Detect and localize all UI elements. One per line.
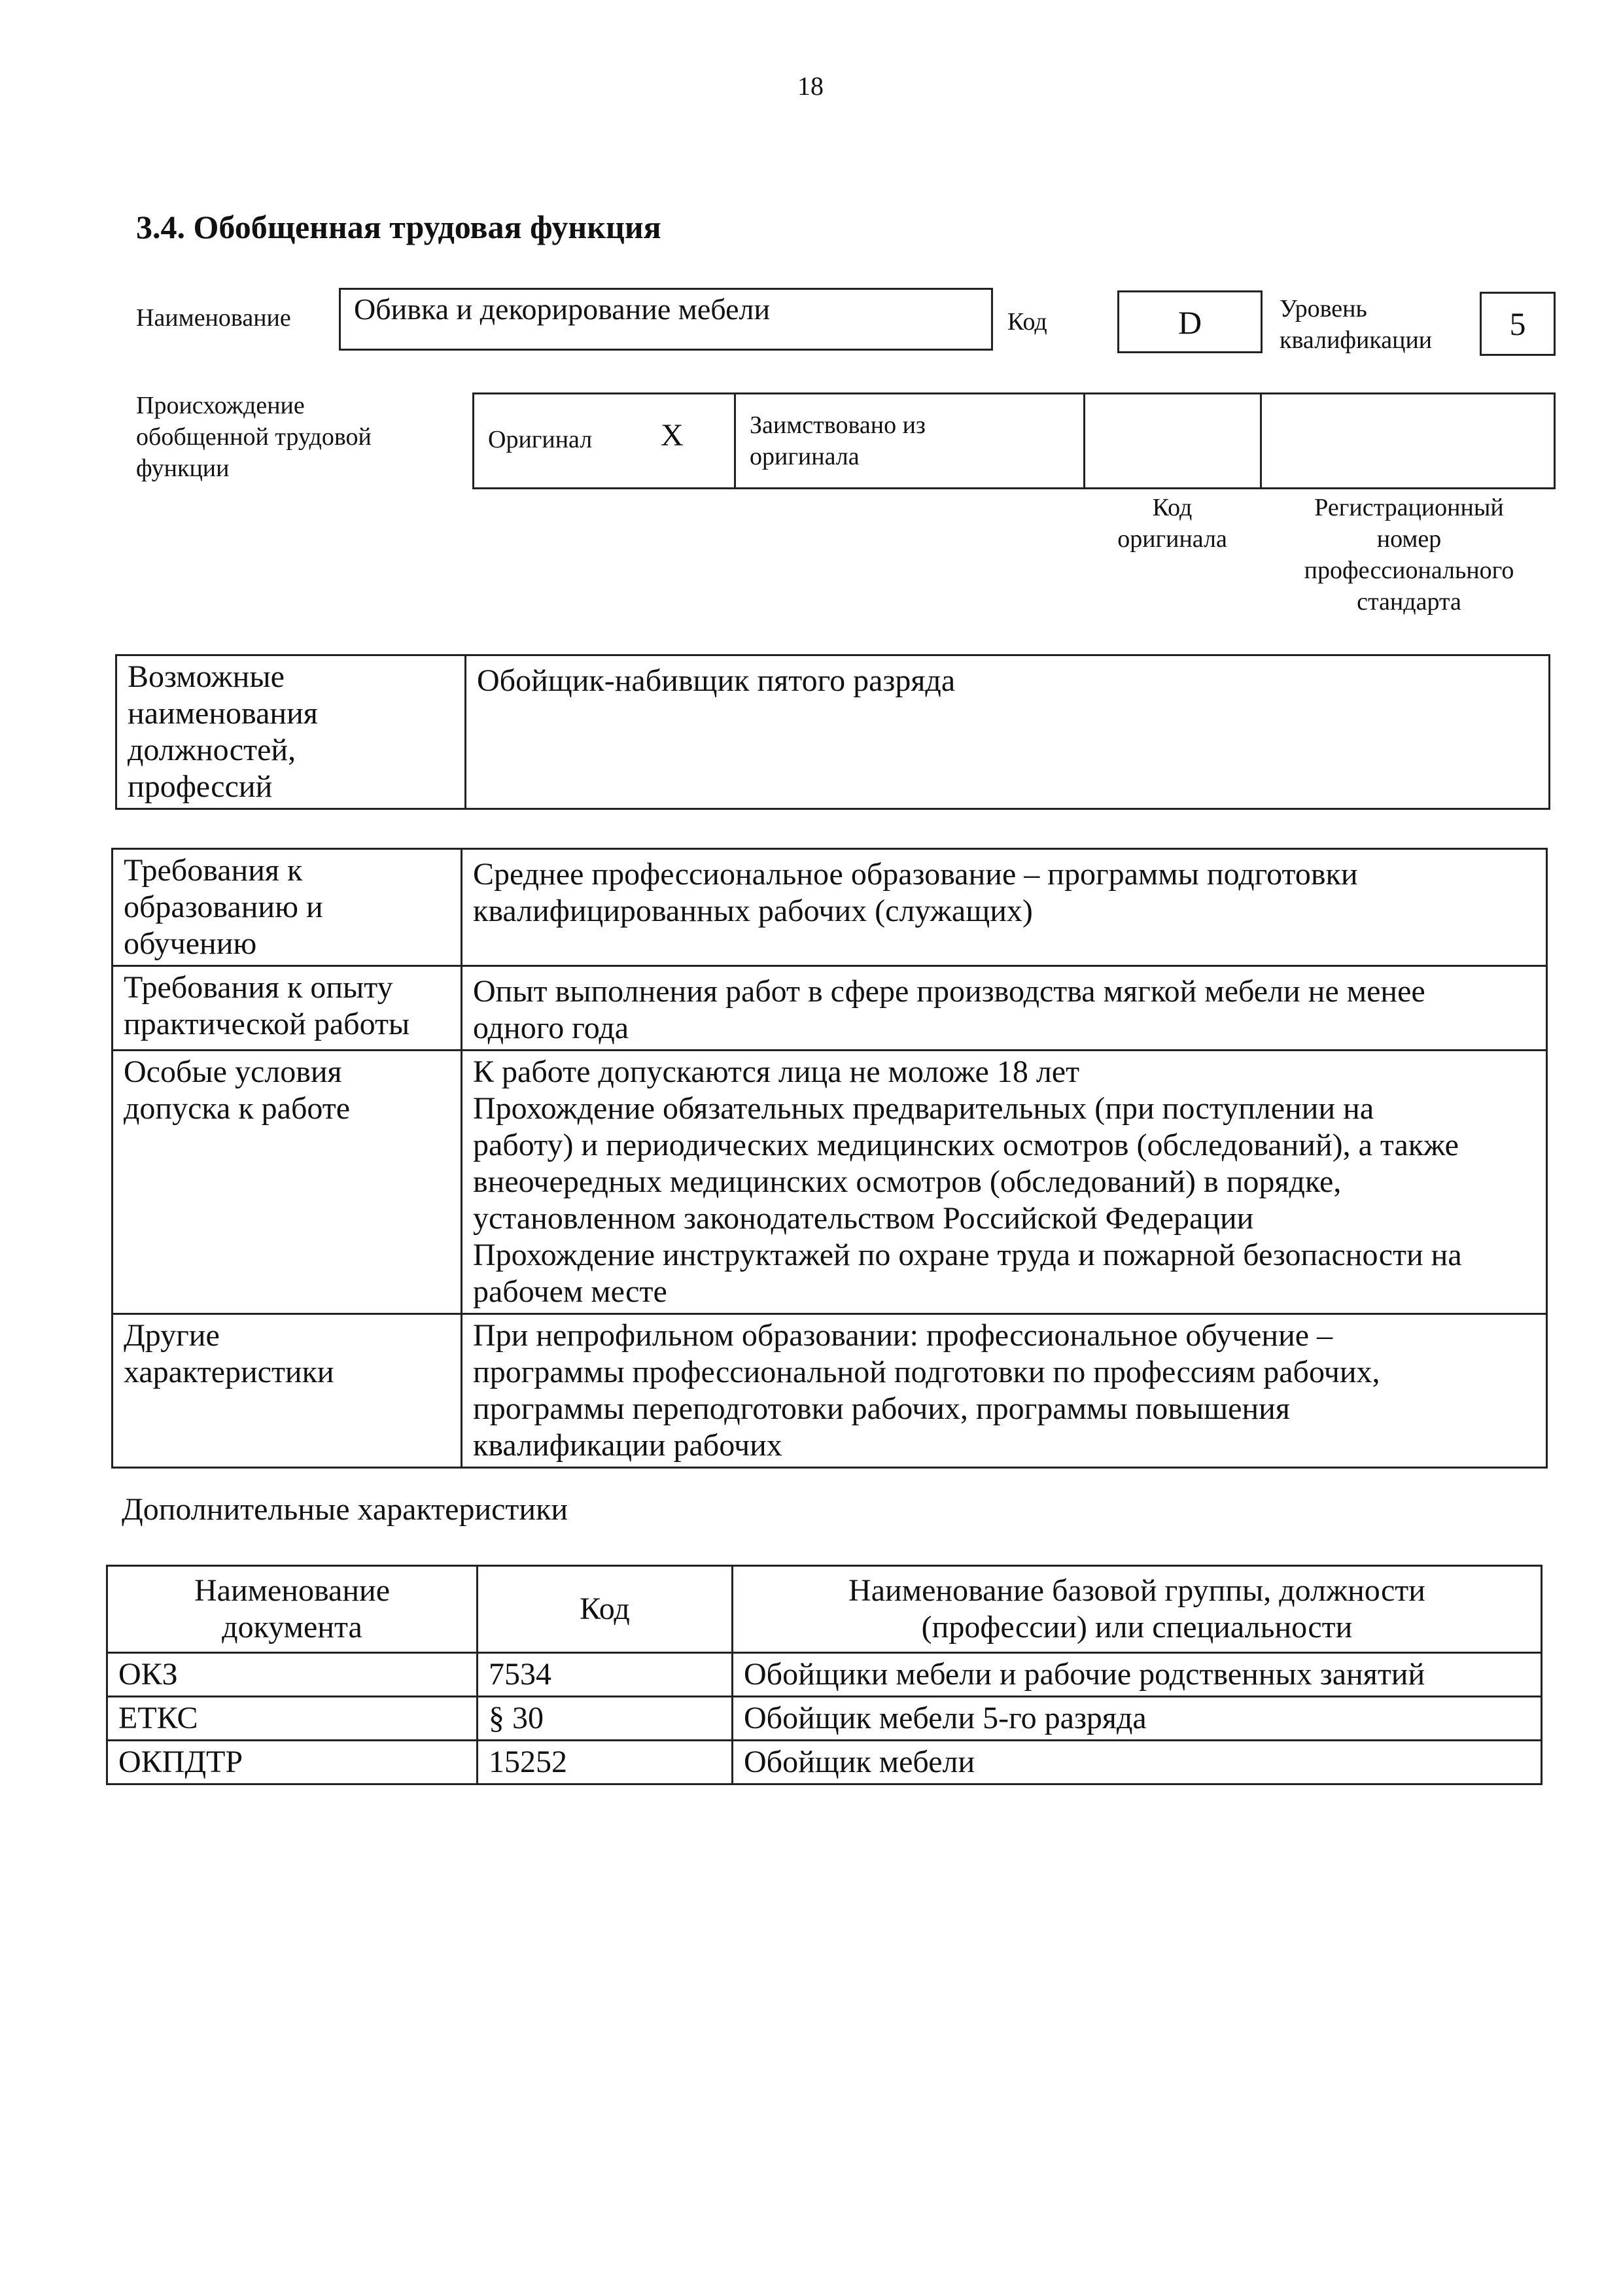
table-row	[113, 966, 1547, 1051]
name-box	[339, 288, 993, 351]
requirement-value: Среднее профессиональное образование – программы подготовки квалифицированных рабочих (служащих)	[462, 849, 1547, 966]
level-label	[1280, 293, 1432, 356]
row-code: § 30	[478, 1697, 733, 1741]
level-box	[1480, 292, 1556, 356]
requirement-value: При непрофильном образовании: профессиональное обучение – программы профессиональной подготовки по профессиям рабочих, программы переподготовки рабочих, программы повышения квалификации рабочих	[462, 1314, 1547, 1468]
requirement-label: Требования к опыту практической работы	[113, 966, 462, 1051]
header-doc: Наименование документа	[107, 1566, 478, 1653]
row-code: 7534	[478, 1653, 733, 1697]
header-name: Наименование базовой группы, должности (профессии) или специальности	[733, 1566, 1542, 1653]
borrowed-label-line: Заимствовано из	[750, 411, 926, 439]
positions-table	[115, 654, 1550, 810]
row-name: Обойщик мебели 5-го разряда	[733, 1697, 1542, 1741]
name-label: Наименование	[136, 304, 291, 332]
caption-line: Код	[1152, 494, 1193, 521]
caption-line: Регистрационный	[1314, 494, 1504, 521]
level-label-line-2: квалификации	[1280, 326, 1433, 354]
origin-label-line: Происхождение	[136, 392, 305, 419]
code-box	[1117, 290, 1263, 353]
additional-table	[106, 1565, 1543, 1785]
row-name: Обойщик мебели	[733, 1741, 1542, 1784]
code-label: Код	[1007, 308, 1047, 336]
caption-line: оригинала	[1117, 525, 1227, 553]
table-row	[113, 849, 1547, 966]
origin-label-line: функции	[136, 455, 230, 482]
origin-divider	[1260, 392, 1262, 489]
positions-label: Возможные наименования должностей, профессий	[116, 655, 466, 809]
table-row	[116, 655, 1550, 809]
row-code: 15252	[478, 1741, 733, 1784]
original-label: Оригинал	[488, 426, 593, 453]
table-header-row	[107, 1566, 1542, 1653]
original-mark: X	[661, 418, 684, 453]
caption-line: профессионального	[1304, 557, 1514, 584]
caption-line: номер	[1376, 525, 1442, 553]
positions-value: Обойщик-набивщик пятого разряда	[466, 655, 1550, 809]
name-value: Обивка и декорирование мебели	[354, 292, 771, 326]
origin-label-line: обобщенной трудовой	[136, 423, 372, 451]
row-doc: ОКЗ	[107, 1653, 478, 1697]
row-name: Обойщики мебели и рабочие родственных занятий	[733, 1653, 1542, 1697]
requirement-value: К работе допускаются лица не моложе 18 лет Прохождение обязательных предварительных (при поступлении на работу) и периодических медицинских осмотров (обследований), а также внеочередных медицинских осмотров (обследований) в порядке, установленном законодательством Российской Федерации Прохождение инструктажей по охране труда и пожарной безопасности на рабочем месте	[462, 1051, 1547, 1314]
row-doc: ЕТКС	[107, 1697, 478, 1741]
origin-label	[136, 390, 372, 484]
section-title: 3.4. Обобщенная трудовая функция	[136, 209, 661, 245]
table-row	[107, 1741, 1542, 1784]
code-original-caption	[1086, 492, 1259, 555]
level-value: 5	[1509, 305, 1526, 342]
requirement-label: Другие характеристики	[113, 1314, 462, 1468]
table-row	[107, 1697, 1542, 1741]
reg-number-caption	[1263, 492, 1556, 617]
table-row	[113, 1051, 1547, 1314]
additional-title: Дополнительные характеристики	[122, 1492, 568, 1527]
origin-divider	[734, 392, 736, 489]
origin-box	[472, 392, 1556, 489]
origin-divider	[1083, 392, 1085, 489]
table-row	[107, 1653, 1542, 1697]
requirement-value: Опыт выполнения работ в сфере производства мягкой мебели не менее одного года	[462, 966, 1547, 1051]
requirements-table	[111, 848, 1548, 1469]
requirement-label: Требования к образованию и обучению	[113, 849, 462, 966]
page-number: 18	[797, 71, 824, 101]
row-doc: ОКПДТР	[107, 1741, 478, 1784]
caption-line: стандарта	[1357, 588, 1461, 616]
borrowed-label-line: оригинала	[750, 443, 860, 470]
level-label-line-1: Уровень	[1280, 295, 1367, 322]
borrowed-label	[750, 409, 926, 472]
header-code: Код	[478, 1566, 733, 1653]
requirement-label: Особые условия допуска к работе	[113, 1051, 462, 1314]
code-value: D	[1177, 304, 1202, 341]
table-row	[113, 1314, 1547, 1468]
